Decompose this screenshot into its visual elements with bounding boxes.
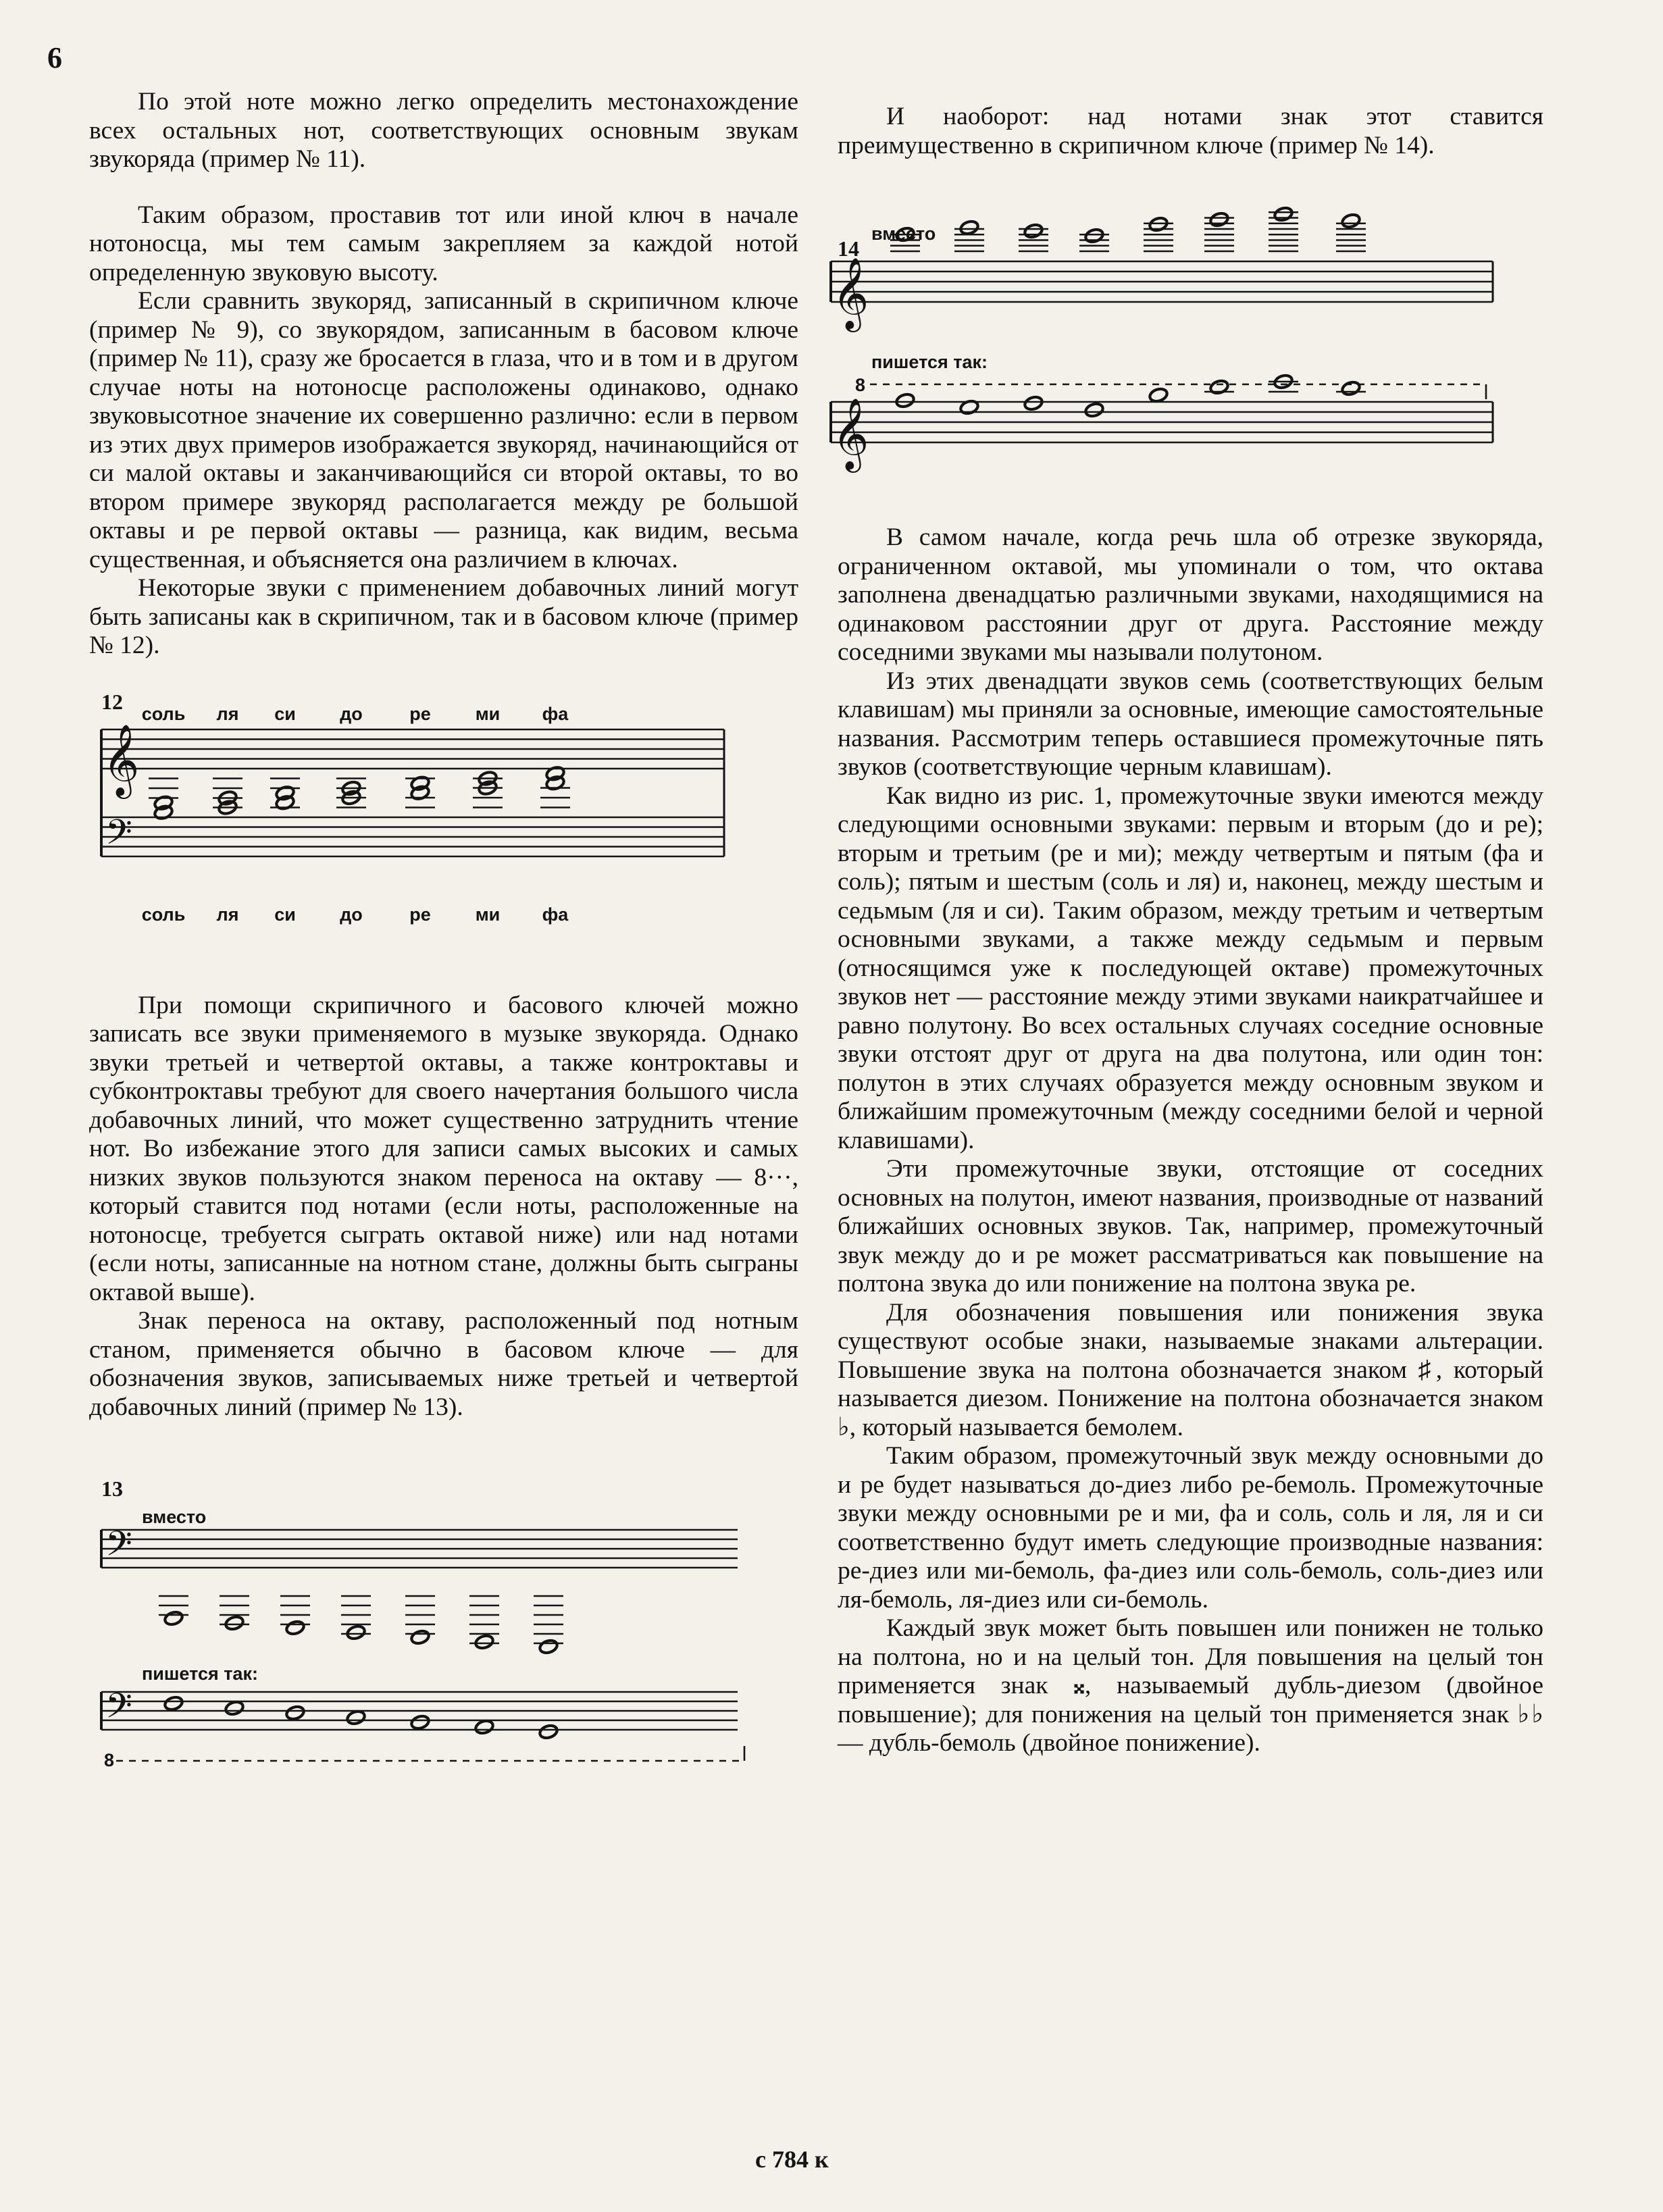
treble-clef: 𝄞 <box>832 397 869 469</box>
note-name-label: до <box>340 904 363 925</box>
whole-note <box>1148 387 1169 403</box>
label-instead: вместо <box>142 1507 207 1527</box>
whole-note <box>346 1709 366 1726</box>
paragraph: В самом начале, когда речь шла об отрезке звукоряда, ограниченном октавой, мы упоминали о том, что октава заполнена двенадцатью различными звуками, находящимися на одинаковом расстоянии друг от друга. Расстояние между соседними звуками мы называли полутоном. <box>838 523 1543 666</box>
whole-note <box>1209 211 1229 228</box>
whole-note <box>959 220 979 236</box>
whole-note <box>538 1639 559 1655</box>
paragraph: Из этих двенадцати звуков семь (соответствующих белым клавишам) мы приняли за основные, имеющие самостоятельные названия. Рассмотрим теперь оставшиеся промежуточные пять звуков (соответствующие черным клавишам). <box>838 667 1543 781</box>
label-written-as: пишется так: <box>871 352 988 372</box>
paragraph: Как видно из рис. 1, промежуточные звуки имеются между следующими основными звуками: первым и вторым (до и ре); вторым и третьим (ре и ми); между четвертым и пятым (фа и соль); пятым и шестым (соль и ля) и, наконец, между шестым и седьмым (ля и си). Таким образом, между третьим и четвертым основными звуками, а также между седьмым и первым (относящимся уже к последующей октаве) промежуточных звуков нет — расстояние между этими звуками наикратчайшее и равно полутону. Во всех остальных случаях соседние основные звуки отстоят друг от друга на два полутона, или один тон: полутон в этих случаях образуется между основным звуком и ближайшим промежуточным (между соседними белой и черной клавишами). <box>838 781 1543 1154</box>
whole-note <box>410 1629 430 1645</box>
note-name-label: ре <box>409 904 431 925</box>
note-name-label: фа <box>542 703 569 724</box>
paragraph: По этой ноте можно легко определить местонахождение всех остальных нот, соответствующих основным звукам звукоряда (пример № 11). <box>89 88 798 173</box>
treble-clef: 𝄞 <box>832 257 869 329</box>
footer-imprint: с 784 к <box>755 2146 829 2173</box>
note-name-label: до <box>340 703 363 724</box>
paragraph: Эти промежуточные звуки, отстоящие от соседних основных на полутон, имеют названия, производные от названий ближайших основных звуков. Так, например, промежуточный звук между до и ре может рассматриваться как повышение на полтона звука до или понижение на полтона звука ре. <box>838 1155 1543 1297</box>
example-14 <box>817 187 1543 505</box>
whole-note <box>1273 206 1294 222</box>
bass-clef: 𝄢 <box>105 811 132 860</box>
note-name-label: ми <box>475 904 501 925</box>
note-name-label: ля <box>216 904 239 925</box>
note-name-label: си <box>274 703 296 724</box>
whole-note <box>1341 380 1361 396</box>
example-number: 12 <box>101 689 123 714</box>
whole-note <box>163 1695 184 1712</box>
whole-note <box>346 1624 366 1641</box>
whole-note <box>474 1634 494 1650</box>
whole-note <box>1084 402 1104 418</box>
whole-note <box>285 1620 305 1636</box>
whole-note <box>285 1705 305 1721</box>
ottava-sign: 8 <box>855 375 866 395</box>
example-12 <box>62 688 798 944</box>
label-written-as: пишется так: <box>142 1664 258 1684</box>
right-column <box>832 103 1543 1758</box>
paragraph: Таким образом, промежуточный звук между основными до и ре будет называться до-диез либо ре-бемоль. Промежуточные звуки между основными ре и ми, фа и соль, соль и ля, ля и си соответственно будут иметь следующие производные названия: ре-диез или ми-бемоль, фа-диез или соль-бемоль, соль-диез или ля-бемоль, ля-диез или си-бемоль. <box>838 1442 1543 1614</box>
note-name-label: ля <box>216 703 239 724</box>
paragraph: Если сравнить звукоряд, записанный в скрипичном ключе (пример № 9), со звукорядом, записанным в басовом ключе (пример № 11), сразу же бросается в глаза, что и в том и в другом случае ноты на нотоносце расположены одинаково, однако звуковысотное значение их совершенно различно: если в первом из этих двух примеров изображается звукоряд, начинающийся от си малой октавы и заканчивающийся си второй октавы, то во втором примере звукоряд располагается между ре большой октавы и ре первой октавы — разница, как видим, весьма существенная, и объясняется она различием в ключах. <box>89 287 798 573</box>
example-12-score <box>62 688 765 944</box>
example-number: 13 <box>101 1476 123 1501</box>
note-name-label: соль <box>141 904 186 925</box>
label-instead: вместо <box>871 224 936 244</box>
whole-note <box>410 1714 430 1730</box>
paragraph: Для обозначения повышения или понижения звука существуют особые знаки, называемые знаками альтерации. Повышение звука на полтона обозначается знаком ♯, который называется диезом. Понижение на полтона обозначается знаком ♭, который называется бемолем. <box>838 1298 1543 1441</box>
ottava-sign: 8 <box>104 1750 115 1770</box>
whole-note <box>163 1610 184 1626</box>
example-13-score <box>62 1469 765 1786</box>
paragraph: При помощи скрипичного и басового ключей можно записать все звуки применяемого в музыке звукоряда. Однако звуки третьей и четвертой октавы, а также контроктавы и субконтроктавы требуют для своего начертания большого числа добавочных линий, что может существенно затруднить чтение нот. Во избежание этого для записи самых высоких и самых низких звуков пользуются знаком переноса на октаву — 8···, который ставится под нотами (если ноты, расположенные на нотоносце, требуется сыграть октавой ниже) или над нотами (если ноты, записанные на нотном стане, должны быть сыграны октавой выше). <box>89 991 798 1306</box>
whole-note <box>1023 395 1044 411</box>
whole-note <box>224 1615 245 1631</box>
whole-note <box>538 1724 559 1740</box>
bass-clef: 𝄢 <box>105 1685 132 1734</box>
whole-note <box>1341 213 1361 229</box>
example-number: 14 <box>838 236 859 261</box>
whole-note <box>224 1700 245 1716</box>
whole-note <box>1209 379 1229 395</box>
paragraph: Таким образом, проставив тот или иной ключ в начале нотоносца, мы тем самым закрепляем за каждой нотой определенную звуковую высоту. <box>89 201 798 286</box>
example-14-score <box>817 187 1520 505</box>
whole-note <box>474 1719 494 1735</box>
note-name-label: си <box>274 904 296 925</box>
paragraph: Некоторые звуки с применением добавочных линий могут быть записаны как в скрипичном, так и в басовом ключе (пример № 12). <box>89 574 798 659</box>
treble-clef: 𝄞 <box>103 723 140 796</box>
paragraph: Знак переноса на октаву, расположенный под нотным станом, применяется обычно в басовом ключе — для обозначения звуков, записываемых ниже третьей и четвертой добавочных линий (пример № 13). <box>89 1307 798 1421</box>
left-column <box>89 88 798 1786</box>
example-13 <box>62 1469 798 1786</box>
note-name-label: ре <box>409 703 431 724</box>
whole-note <box>1084 228 1104 244</box>
bass-clef: 𝄢 <box>105 1523 132 1572</box>
note-name-label: фа <box>542 904 569 925</box>
page-number: 6 <box>47 41 62 74</box>
note-name-label: соль <box>141 703 186 724</box>
note-name-label: ми <box>475 703 501 724</box>
paragraph: И наоборот: над нотами знак этот ставится преимущественно в скрипичном ключе (пример № 14). <box>838 103 1543 159</box>
whole-note <box>895 392 915 409</box>
whole-note <box>1023 223 1044 239</box>
paragraph: Каждый звук может быть повышен или понижен не только на полтона, но и на целый тон. Для повышения на целый тон применяется знак 𝄪, называемый дубль-диезом (двойное повышение); для понижения на целый тон применяется знак ♭♭ — дубль-бемоль (двойное понижение). <box>838 1614 1543 1757</box>
